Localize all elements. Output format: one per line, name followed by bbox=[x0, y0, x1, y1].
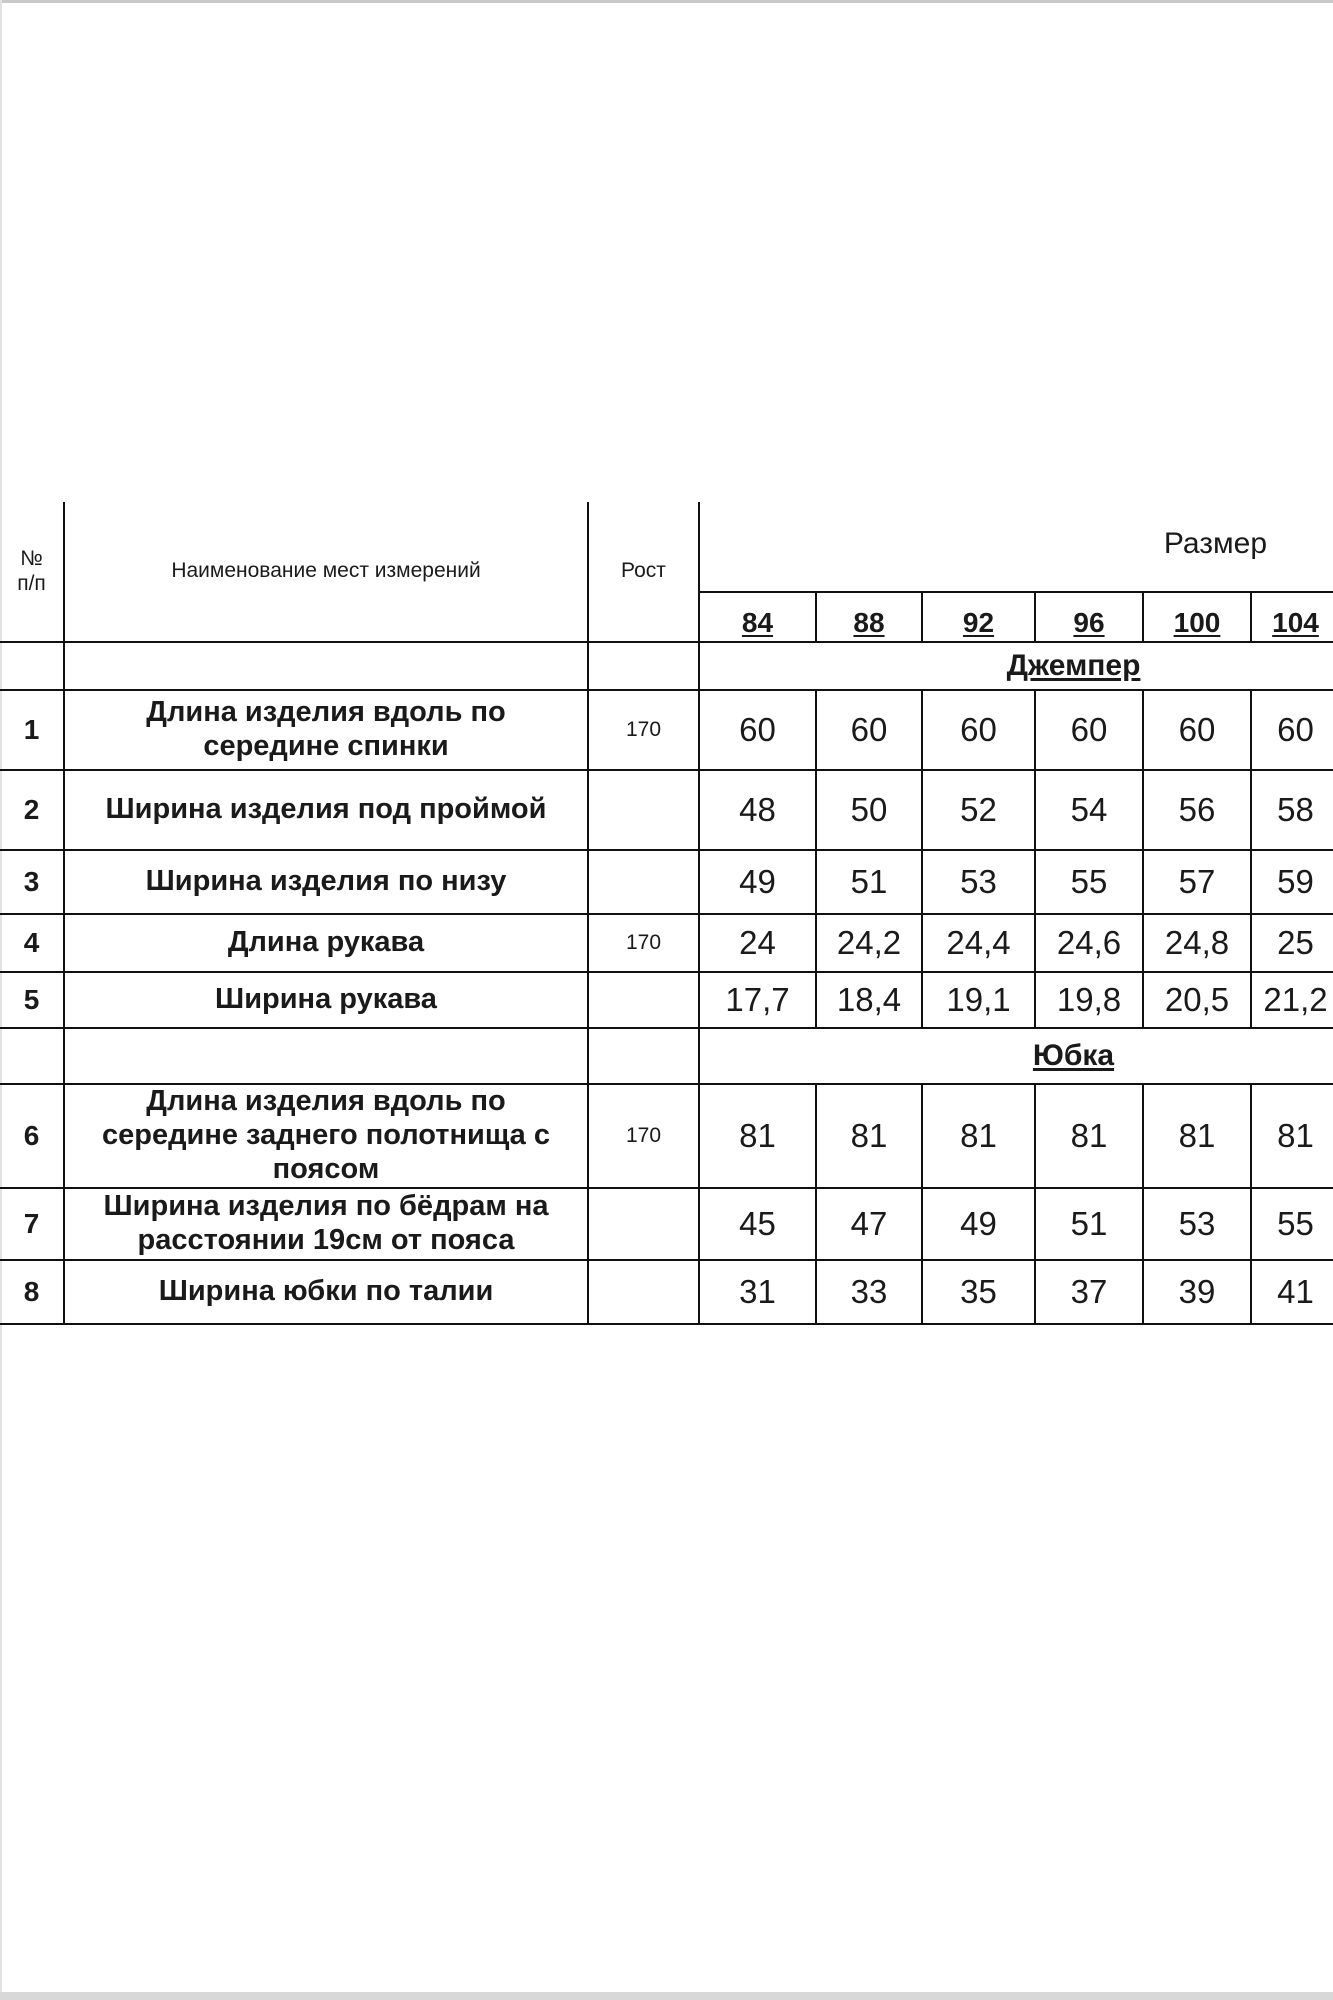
value-100: 81 bbox=[1143, 1084, 1251, 1188]
section-empty-104 bbox=[1251, 642, 1333, 690]
table-row bbox=[0, 1260, 1333, 1324]
section-empty-name bbox=[64, 1028, 588, 1084]
value-84: 24 bbox=[699, 914, 816, 972]
row-number: 2 bbox=[0, 770, 64, 850]
value-88: 33 bbox=[816, 1260, 922, 1324]
table-row bbox=[0, 1084, 1333, 1188]
table-row bbox=[0, 914, 1333, 972]
value-96: 37 bbox=[1035, 1260, 1143, 1324]
value-100: 39 bbox=[1143, 1260, 1251, 1324]
row-number: 1 bbox=[0, 690, 64, 770]
table-row bbox=[0, 972, 1333, 1028]
table-row bbox=[0, 850, 1333, 914]
value-92: 24,4 bbox=[922, 914, 1035, 972]
measurement-name: Длина рукава bbox=[64, 914, 588, 972]
value-84: 81 bbox=[699, 1084, 816, 1188]
value-96: 60 bbox=[1035, 690, 1143, 770]
value-100: 57 bbox=[1143, 850, 1251, 914]
header-row-1 bbox=[0, 502, 1333, 592]
value-100: 53 bbox=[1143, 1188, 1251, 1260]
value-84: 49 bbox=[699, 850, 816, 914]
section-title-skirt: Юбка bbox=[816, 1028, 1251, 1084]
measurement-name: Ширина рукава bbox=[64, 972, 588, 1028]
value-104: 25 bbox=[1251, 914, 1333, 972]
value-100: 56 bbox=[1143, 770, 1251, 850]
measurement-name: Ширина изделия по низу bbox=[64, 850, 588, 914]
size-header: Размер bbox=[699, 502, 1333, 592]
size-104: 104 bbox=[1251, 592, 1333, 642]
measurement-name: Длина изделия вдоль по середине спинки bbox=[64, 690, 588, 770]
measurement-name: Длина изделия вдоль по середине заднего полотнища с поясом bbox=[64, 1084, 588, 1188]
table-row bbox=[0, 690, 1333, 770]
height-value bbox=[588, 850, 699, 914]
bottom-border-line bbox=[0, 1992, 1333, 2000]
table-row bbox=[0, 1188, 1333, 1260]
value-96: 51 bbox=[1035, 1188, 1143, 1260]
num-header-label: № п/п bbox=[17, 547, 46, 595]
section-empty-84 bbox=[699, 642, 816, 690]
value-100: 60 bbox=[1143, 690, 1251, 770]
row-number: 8 bbox=[0, 1260, 64, 1324]
height-value bbox=[588, 972, 699, 1028]
value-92: 19,1 bbox=[922, 972, 1035, 1028]
measurement-name: Ширина юбки по талии bbox=[64, 1260, 588, 1324]
value-104: 81 bbox=[1251, 1084, 1333, 1188]
section-row-skirt bbox=[0, 1028, 1333, 1084]
height-value: 170 bbox=[588, 914, 699, 972]
value-96: 54 bbox=[1035, 770, 1143, 850]
value-104: 60 bbox=[1251, 690, 1333, 770]
row-number: 5 bbox=[0, 972, 64, 1028]
value-104: 21,2 bbox=[1251, 972, 1333, 1028]
value-96: 24,6 bbox=[1035, 914, 1143, 972]
size-92: 92 bbox=[922, 592, 1035, 642]
row-number: 7 bbox=[0, 1188, 64, 1260]
num-header bbox=[0, 502, 64, 642]
section-empty-height bbox=[588, 1028, 699, 1084]
value-96: 19,8 bbox=[1035, 972, 1143, 1028]
value-88: 47 bbox=[816, 1188, 922, 1260]
value-100: 20,5 bbox=[1143, 972, 1251, 1028]
section-empty-num bbox=[0, 642, 64, 690]
value-84: 31 bbox=[699, 1260, 816, 1324]
height-value: 170 bbox=[588, 690, 699, 770]
size-chart-table bbox=[0, 502, 1333, 1325]
row-number: 6 bbox=[0, 1084, 64, 1188]
name-header: Наименование мест измерений bbox=[64, 502, 588, 642]
row-number: 4 bbox=[0, 914, 64, 972]
value-84: 17,7 bbox=[699, 972, 816, 1028]
value-88: 60 bbox=[816, 690, 922, 770]
height-value bbox=[588, 1188, 699, 1260]
value-88: 18,4 bbox=[816, 972, 922, 1028]
measurement-name: Ширина изделия по бёдрам на расстоянии 19см от пояса bbox=[64, 1188, 588, 1260]
value-88: 81 bbox=[816, 1084, 922, 1188]
section-empty-height bbox=[588, 642, 699, 690]
section-title-jumper: Джемпер bbox=[816, 642, 1251, 690]
value-104: 55 bbox=[1251, 1188, 1333, 1260]
value-92: 81 bbox=[922, 1084, 1035, 1188]
height-value bbox=[588, 1260, 699, 1324]
size-84: 84 bbox=[699, 592, 816, 642]
table-row bbox=[0, 770, 1333, 850]
value-92: 49 bbox=[922, 1188, 1035, 1260]
value-84: 48 bbox=[699, 770, 816, 850]
row-number: 3 bbox=[0, 850, 64, 914]
value-88: 50 bbox=[816, 770, 922, 850]
value-104: 59 bbox=[1251, 850, 1333, 914]
top-border-line bbox=[0, 0, 1333, 3]
value-92: 60 bbox=[922, 690, 1035, 770]
height-value bbox=[588, 770, 699, 850]
section-empty-104 bbox=[1251, 1028, 1333, 1084]
value-84: 60 bbox=[699, 690, 816, 770]
measurement-name: Ширина изделия под проймой bbox=[64, 770, 588, 850]
value-96: 55 bbox=[1035, 850, 1143, 914]
section-row-jumper bbox=[0, 642, 1333, 690]
value-92: 52 bbox=[922, 770, 1035, 850]
value-104: 41 bbox=[1251, 1260, 1333, 1324]
value-88: 24,2 bbox=[816, 914, 922, 972]
height-value: 170 bbox=[588, 1084, 699, 1188]
section-empty-num bbox=[0, 1028, 64, 1084]
value-92: 53 bbox=[922, 850, 1035, 914]
size-88: 88 bbox=[816, 592, 922, 642]
value-84: 45 bbox=[699, 1188, 816, 1260]
value-96: 81 bbox=[1035, 1084, 1143, 1188]
height-header: Рост bbox=[588, 502, 699, 642]
value-92: 35 bbox=[922, 1260, 1035, 1324]
size-100: 100 bbox=[1143, 592, 1251, 642]
value-100: 24,8 bbox=[1143, 914, 1251, 972]
section-empty-84 bbox=[699, 1028, 816, 1084]
size-96: 96 bbox=[1035, 592, 1143, 642]
section-empty-name bbox=[64, 642, 588, 690]
value-104: 58 bbox=[1251, 770, 1333, 850]
value-88: 51 bbox=[816, 850, 922, 914]
